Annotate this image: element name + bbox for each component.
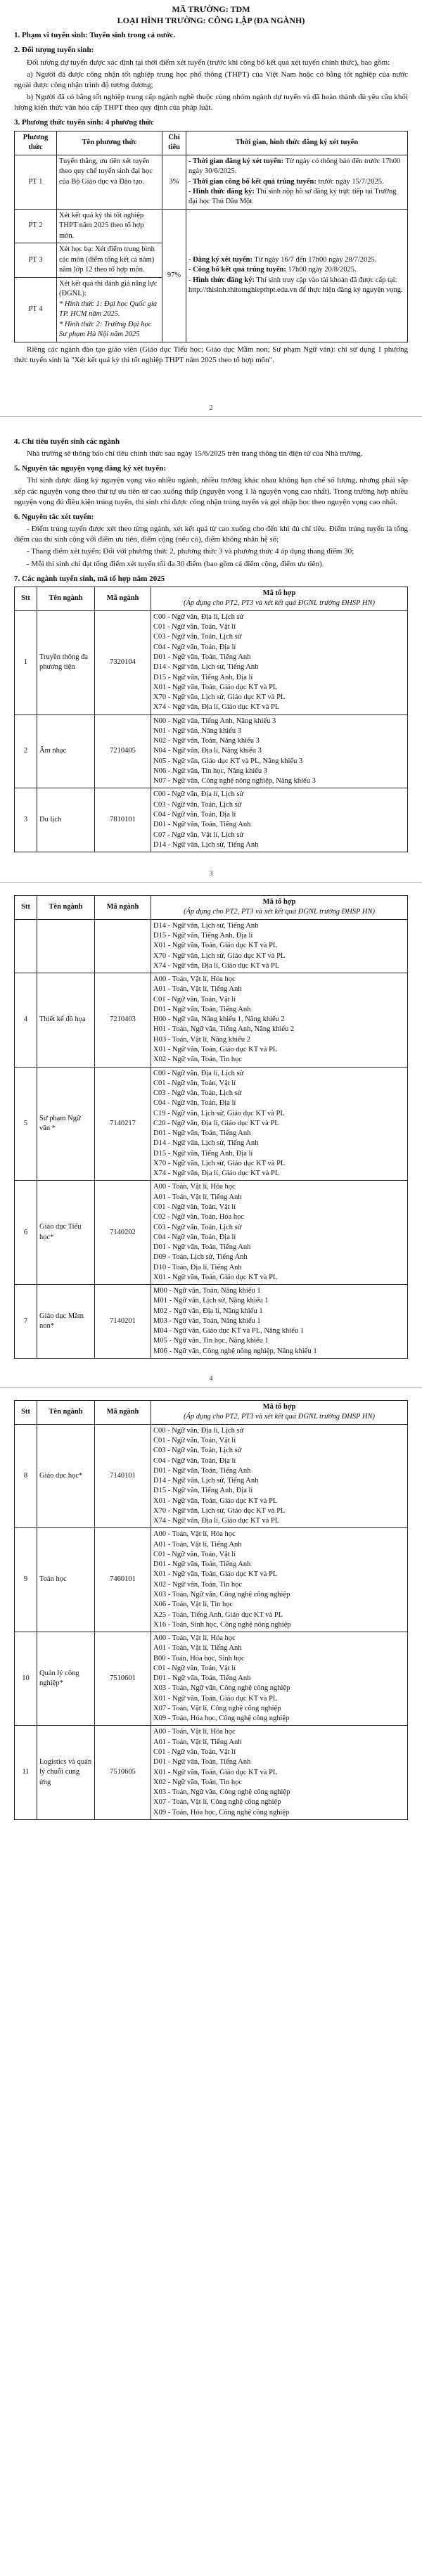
combo-item: C07 - Ngữ văn, Vật lí, Lịch sử <box>153 831 244 839</box>
th-major-name: Tên ngành <box>37 895 95 919</box>
combo-item: D01 - Ngữ văn, Toán, Tiếng Anh <box>153 1129 251 1138</box>
time-line: - Hình thức đăng ký: Thí sinh truy cập vào tài khoản đã được cấp tại: http://thisinh.thitotnghiepthpt.edu.vn để thực hiện đăng ký nguyện vọng. <box>188 276 403 295</box>
combo-item: X70 - Ngữ văn, Lịch sử, Giáo dục KT và PL <box>153 1159 286 1167</box>
table-row <box>15 919 408 973</box>
section-scope: 1. Phạm vi tuyển sinh: Tuyển sinh trong cả nước. <box>14 31 176 40</box>
major-code: 7460101 <box>95 1528 151 1632</box>
school-type: LOẠI HÌNH TRƯỜNG: CÔNG LẬP (ĐA NGÀNH) <box>117 15 305 25</box>
combo-item: C00 - Ngữ văn, Địa lí, Lịch sử <box>153 1069 244 1077</box>
combo-item: X09 - Toán, Hóa học, Công nghệ công nghiệp <box>153 1808 290 1816</box>
method-name: Xét kết quả thi đánh giá năng lực (ĐGNL): * Hình thức 1: Đại học Quốc gia TP. HCM năm 2025. * Hình thức 2: Trường Đại học Sư phạm Hà Nội năm 2025 <box>57 277 162 342</box>
combo-item: C01 - Ngữ văn, Toán, Vật lí <box>153 995 236 1004</box>
major-name: Giáo dục Tiểu học* <box>37 1181 95 1285</box>
combo-item: D01 - Ngữ văn, Toán, Tiếng Anh <box>153 1561 251 1569</box>
combo-item: D01 - Ngữ văn, Toán, Tiếng Anh <box>153 1466 251 1475</box>
th-major-code: Mã ngành <box>95 1400 151 1424</box>
combo-item: N07 - Ngữ văn, Công nghệ nông nghiệp, Năng khiếu 3 <box>153 777 316 786</box>
combo-item: A01 - Toán, Vật lí, Tiếng Anh <box>153 1193 242 1201</box>
combo-item: D01 - Ngữ văn, Toán, Tiếng Anh <box>153 1674 251 1683</box>
combo-item: D01 - Ngữ văn, Toán, Tiếng Anh <box>153 1005 251 1013</box>
major-stt: 7 <box>15 1285 37 1359</box>
major-code: 7140217 <box>95 1067 151 1181</box>
time-line: - Công bố kết quả trúng tuyển: 17h00 ngày 20/8/2025. <box>188 266 357 274</box>
major-name: Quản lý công nghiệp* <box>37 1632 95 1726</box>
table-row <box>15 1528 408 1632</box>
major-stt: 1 <box>15 610 37 715</box>
table-row <box>15 1181 408 1285</box>
table-row <box>15 973 408 1067</box>
table-row <box>15 610 408 715</box>
major-combos <box>151 1726 408 1819</box>
combo-item: C01 - Ngữ văn, Toán, Vật lí <box>153 1748 236 1756</box>
combo-item: C01 - Ngữ văn, Toán, Vật lí <box>153 1437 236 1444</box>
section-principles: 6. Nguyên tắc xét tuyển: <box>14 512 94 521</box>
combo-item: M06 - Ngữ văn, Công nghệ nông nghiệp, Năng khiếu 1 <box>153 1347 317 1355</box>
method-code: PT 3 <box>15 243 57 277</box>
combo-item: X74 - Ngữ văn, Địa lí, Giáo dục KT và PL <box>153 1517 280 1525</box>
major-code: 7140202 <box>95 1181 151 1285</box>
method-time <box>186 209 408 342</box>
combo-item: X01 - Ngữ văn, Toán, Giáo dục KT và PL <box>153 1046 278 1053</box>
combo-item: D01 - Ngữ văn, Toán, Tiếng Anh <box>153 821 251 829</box>
major-stt <box>15 919 37 973</box>
combo-item: D14 - Ngữ văn, Lịch sử, Tiếng Anh <box>153 840 259 849</box>
major-name: Toán học <box>37 1528 95 1632</box>
combo-item: X16 - Toán, Sinh học, Công nghệ nông nghiệp <box>153 1620 291 1629</box>
combo-item: X01 - Ngữ văn, Toán, Giáo dục KT và PL <box>153 942 278 950</box>
combo-item: X74 - Ngữ văn, Địa lí, Giáo dục KT và PL <box>153 1170 280 1178</box>
combo-item: D15 - Ngữ văn, Tiếng Anh, Địa lí <box>153 673 253 681</box>
combo-item: X03 - Toán, Ngữ văn, Công nghệ công nghiệp <box>153 1788 290 1797</box>
th-time: Thời gian, hình thức đăng ký xét tuyển <box>186 131 408 155</box>
method-name: Xét học bạ: Xét điểm trung bình các môn (điểm tổng kết cả năm) năm lớp 12 theo tổ hợp môn. <box>57 243 162 277</box>
combo-item: X09 - Toán, Hóa học, Công nghệ công nghiệp <box>153 1715 290 1723</box>
major-name: Giáo dục học* <box>37 1424 95 1528</box>
principle-1: - Điểm trúng tuyển được xét theo từng ngành, xét kết quả từ cao xuống cho đến khi đủ chỉ tiêu. Điểm trúng tuyển là tổng điểm của thí sinh cộng với điểm ưu tiên, điểm cộng (nếu có), điểm không nhân hệ số; <box>14 525 408 544</box>
combo-item: X01 - Ngữ văn, Toán, Giáo dục KT và PL <box>153 1497 278 1505</box>
combo-item: A00 - Toán, Vật lí, Hóa học <box>153 1183 236 1191</box>
combo-item: X03 - Toán, Ngữ văn, Công nghệ công nghiệp <box>153 1684 290 1693</box>
th-stt: Stt <box>15 587 37 610</box>
th-method: Phương thức <box>15 131 57 155</box>
combo-item: C03 - Ngữ văn, Toán, Lịch sử <box>153 1089 242 1098</box>
combo-item: H00 - Ngữ văn, Năng khiếu 1, Năng khiếu 2 <box>153 1015 285 1024</box>
major-stt: 6 <box>15 1181 37 1285</box>
combo-item: C01 - Ngữ văn, Toán, Vật lí <box>153 1079 236 1087</box>
combo-item: N01 - Ngữ văn, Năng khiếu 3 <box>153 726 241 735</box>
combo-item: C04 - Ngữ văn, Toán, Địa lí <box>153 1456 236 1465</box>
combo-item: B00 - Toán, Hóa học, Sinh học <box>153 1654 245 1662</box>
section-eligibility: 2. Đối tượng tuyển sinh: <box>14 46 94 55</box>
major-code: 7510605 <box>95 1726 151 1819</box>
th-major-name: Tên ngành <box>37 1400 95 1424</box>
combo-item: C20 - Ngữ văn, Địa lí, Giáo dục KT và PL <box>153 1119 279 1127</box>
major-code: 7320104 <box>95 610 151 715</box>
combo-item: D01 - Ngữ văn, Toán, Tiếng Anh <box>153 1758 251 1767</box>
wishes-text: Thí sinh được đăng ký nguyện vọng vào nhiều ngành, nhiều trường khác nhau không hạn chế số lượng, nhưng phải sắp xếp các nguyện vọng theo thứ tự ưu tiên từ cao xuống thấp (nguyện vọng 1 là nguyện vọng cao nhất). Trong trường hợp nhiều nguyện vọng đủ điều kiện trúng tuyển, thí sinh chỉ được công nhận trúng tuyển và gọi nhập học theo nguyện vọng cao nhất. <box>14 476 408 506</box>
combo-item: D15 - Ngữ văn, Tiếng Anh, Địa lí <box>153 932 253 940</box>
combo-item: C04 - Ngữ văn, Toán, Địa lí <box>153 643 236 651</box>
major-combos <box>151 1181 408 1285</box>
combo-item: D15 - Ngữ văn, Tiếng Anh, Địa lí <box>153 1487 253 1495</box>
major-name: Sư phạm Ngữ văn * <box>37 1067 95 1181</box>
combo-item: M00 - Ngữ văn, Toán, Năng khiếu 1 <box>153 1287 261 1295</box>
combo-item: X70 - Ngữ văn, Lịch sử, Giáo dục KT và PL <box>153 693 286 702</box>
eligibility-text: Đối tượng dự tuyển được xác định tại thời điểm xét tuyển (trước khi công bố kết quả xét tuyển chính thức), bao gồm: <box>27 58 390 67</box>
time-line: - Thời gian đăng ký xét tuyển: Từ ngày có thông báo đến trước 17h00 ngày 30/6/2025. <box>188 157 401 176</box>
combo-item: X07 - Toán, Vật lí, Công nghệ công nghiệp <box>153 1798 281 1807</box>
table-row <box>15 1067 408 1181</box>
combo-item: C04 - Ngữ văn, Toán, Địa lí <box>153 1233 236 1241</box>
method-code: PT 4 <box>15 277 57 342</box>
combo-item: X01 - Ngữ văn, Toán, Giáo dục KT và PL <box>153 1694 278 1703</box>
combo-item: C00 - Ngữ văn, Địa lí, Lịch sử <box>153 613 244 621</box>
major-code: 7210403 <box>95 973 151 1067</box>
th-stt: Stt <box>15 1400 37 1424</box>
majors-table-1 <box>14 587 408 852</box>
combo-item: X01 - Ngữ văn, Toán, Giáo dục KT và PL <box>153 1273 278 1281</box>
eligibility-a: a) Người đã được công nhận tốt nghiệp trung học phổ thông (THPT) của Việt Nam hoặc có bằng tốt nghiệp của nước ngoài được công nhận trình độ tương đương; <box>14 70 408 89</box>
th-combo: Mã tổ hợp (Áp dụng cho PT2, PT3 và xét kết quả ĐGNL trường ĐHSP HN) <box>151 587 408 610</box>
combo-item: C00 - Ngữ văn, Địa lí, Lịch sử <box>153 1426 244 1435</box>
table-row <box>15 715 408 788</box>
combo-item: M03 - Ngữ văn, Toán, Năng khiếu 1 <box>153 1316 261 1325</box>
major-code: 7510601 <box>95 1632 151 1726</box>
major-stt: 3 <box>15 788 37 852</box>
method-time <box>186 155 408 209</box>
major-stt: 4 <box>15 973 37 1067</box>
th-method-name: Tên phương thức <box>57 131 162 155</box>
school-code: MÃ TRƯỜNG: TDM <box>172 4 250 14</box>
major-name: Truyền thông đa phương tiện <box>37 610 95 715</box>
major-name: Giáo dục Mầm non* <box>37 1285 95 1359</box>
combo-item: A01 - Toán, Vật lí, Tiếng Anh <box>153 1738 242 1746</box>
major-code: 7140101 <box>95 1424 151 1528</box>
combo-item: D15 - Ngữ văn, Tiếng Anh, Địa lí <box>153 1149 253 1158</box>
combo-item: M01 - Ngữ văn, Lịch sử, Năng khiếu 1 <box>153 1297 269 1305</box>
combo-item: C03 - Ngữ văn, Toán, Lịch sử <box>153 633 242 641</box>
combo-item: M02 - Ngữ văn, Địa lí, Năng khiếu 1 <box>153 1307 263 1315</box>
combo-item: N06 - Ngữ văn, Tin học, Năng khiếu 3 <box>153 767 268 775</box>
table-row <box>15 155 408 209</box>
section-methods: 3. Phương thức tuyển sinh: 4 phương thức <box>14 118 154 127</box>
combo-item: D01 - Ngữ văn, Toán, Tiếng Anh <box>153 653 251 661</box>
combo-item: X01 - Ngữ văn, Toán, Giáo dục KT và PL <box>153 683 278 691</box>
section-majors: 7. Các ngành tuyển sinh, mã tổ hợp năm 2025 <box>14 574 165 583</box>
table-row <box>15 1632 408 1726</box>
combo-item: D14 - Ngữ văn, Lịch sử, Tiếng Anh <box>153 1477 259 1485</box>
major-combos <box>151 1424 408 1528</box>
time-line: - Đăng ký xét tuyển: Từ ngày 16/7 đến 17h00 ngày 28/7/2025. <box>188 255 377 264</box>
time-line: - Thời gian công bố kết quả trúng tuyển: trước ngày 15/7/2025. <box>188 177 384 186</box>
majors-table-2 <box>14 895 408 1359</box>
major-stt: 5 <box>15 1067 37 1181</box>
combo-item: C03 - Ngữ văn, Toán, Lịch sử <box>153 800 242 809</box>
method-code: PT 1 <box>15 155 57 209</box>
method-quota: 3% <box>162 155 186 209</box>
major-stt: 8 <box>15 1424 37 1528</box>
methods-table <box>14 131 408 342</box>
combo-item: C03 - Ngữ văn, Toán, Lịch sử <box>153 1223 242 1231</box>
combo-item: X25 - Toán, Tiếng Anh, Giáo dục KT và PL <box>153 1610 283 1619</box>
combo-item: C02 - Ngữ văn, Toán, Hóa học <box>153 1213 244 1222</box>
combo-item: N02 - Ngữ văn, Toán, Năng khiếu 3 <box>153 737 260 745</box>
th-major-name: Tên ngành <box>37 587 95 610</box>
table-row <box>15 788 408 852</box>
major-stt: 10 <box>15 1632 37 1726</box>
combo-item: C03 - Ngữ văn, Toán, Lịch sử <box>153 1447 242 1455</box>
combo-item: D01 - Ngữ văn, Toán, Tiếng Anh <box>153 1243 251 1252</box>
major-combos <box>151 1285 408 1359</box>
teacher-note: Riêng các ngành đào tạo giáo viên (Giáo dục Tiểu học; Giáo dục Mầm non; Sư phạm Ngữ văn): chỉ sử dụng 1 phương thức tuyển sinh là "Xét kết quả kỳ thi tốt nghiệp THPT năm 2025 theo tổ hợp môn". <box>14 345 408 364</box>
major-combos <box>151 610 408 715</box>
combo-item: A00 - Toán, Vật lí, Hóa học <box>153 975 236 984</box>
combo-item: C04 - Ngữ văn, Toán, Địa lí <box>153 810 236 819</box>
eligibility-b: b) Người đã có bằng tốt nghiệp trung cấp ngành nghề thuộc cùng nhóm ngành dự tuyển và đã hoàn thành đủ yêu cầu khối lượng kiến thức văn hóa cấp THPT theo quy định của pháp luật. <box>14 93 408 113</box>
combo-item: X03 - Toán, Ngữ văn, Công nghệ công nghiệp <box>153 1590 290 1598</box>
major-stt: 11 <box>15 1726 37 1819</box>
major-name: Âm nhạc <box>37 715 95 788</box>
combo-item: A01 - Toán, Vật lí, Tiếng Anh <box>153 1644 242 1653</box>
quota-text: Nhà trường sẽ thông báo chỉ tiêu chính thức sau ngày 15/6/2025 trên trang thông tin điện tử của Nhà trường. <box>27 449 363 459</box>
combo-item: D14 - Ngữ văn, Lịch sử, Tiếng Anh <box>153 663 259 672</box>
major-code: 7810101 <box>95 788 151 852</box>
combo-item: D14 - Ngữ văn, Lịch sử, Tiếng Anh <box>153 1139 259 1148</box>
major-combos <box>151 919 408 973</box>
combo-item: X06 - Toán, Vật lí, Tin học <box>153 1601 234 1609</box>
major-code: 7210405 <box>95 715 151 788</box>
combo-item: X07 - Toán, Vật lí, Công nghệ công nghiệp <box>153 1704 281 1712</box>
combo-item: H03 - Toán, Vật lí, Năng khiếu 2 <box>153 1035 250 1044</box>
th-combo: Mã tổ hợp (Áp dụng cho PT2, PT3 và xét kết quả ĐGNL trường ĐHSP HN) <box>151 1400 408 1424</box>
table-row <box>15 1726 408 1819</box>
major-name: Du lịch <box>37 788 95 852</box>
combo-item: A01 - Toán, Vật lí, Tiếng Anh <box>153 985 242 994</box>
combo-item: N05 - Ngữ văn, Giáo dục KT và PL, Năng khiếu 3 <box>153 757 303 765</box>
time-line: - Hình thức đăng ký: Thí sinh nộp hồ sơ đăng ký trực tiếp tại Trường đại học Thủ Dầu Một. <box>188 187 397 206</box>
page-number: 4 <box>209 1374 213 1383</box>
major-stt: 9 <box>15 1528 37 1632</box>
major-combos <box>151 1528 408 1632</box>
th-quota: Chỉ tiêu <box>162 131 186 155</box>
combo-item: C01 - Ngữ văn, Toán, Vật lí <box>153 1550 236 1558</box>
major-name: Thiết kế đồ họa <box>37 973 95 1067</box>
combo-item: X01 - Ngữ văn, Toán, Giáo dục KT và PL <box>153 1768 278 1776</box>
combo-item: X02 - Ngữ văn, Toán, Tin học <box>153 1056 243 1064</box>
combo-item: X74 - Ngữ văn, Địa lí, Giáo dục KT và PL <box>153 961 280 970</box>
combo-item: C01 - Ngữ văn, Toán, Vật lí <box>153 1203 236 1211</box>
combo-item: A00 - Toán, Vật lí, Hóa học <box>153 1728 236 1736</box>
combo-item: C00 - Ngữ văn, Địa lí, Lịch sử <box>153 790 244 799</box>
method-name: Xét kết quả kỳ thi tốt nghiệp THPT năm 2025 theo tổ hợp môn. <box>57 209 162 243</box>
th-major-code: Mã ngành <box>95 587 151 610</box>
combo-item: A00 - Toán, Vật lí, Hóa học <box>153 1634 236 1643</box>
combo-item: D09 - Toán, Lịch sử, Tiếng Anh <box>153 1253 248 1262</box>
combo-item: C04 - Ngữ văn, Toán, Địa lí <box>153 1099 236 1108</box>
combo-item: H01 - Toán, Ngữ văn, Tiếng Anh, Năng khiếu 2 <box>153 1025 295 1034</box>
combo-item: X70 - Ngữ văn, Lịch sử, Giáo dục KT và PL <box>153 1506 286 1515</box>
combo-item: D14 - Ngữ văn, Lịch sử, Tiếng Anh <box>153 921 259 930</box>
major-code <box>95 919 151 973</box>
th-combo: Mã tổ hợp (Áp dụng cho PT2, PT3 và xét kết quả ĐGNL trường ĐHSP HN) <box>151 895 408 919</box>
table-row <box>15 1285 408 1359</box>
combo-item: A00 - Toán, Vật lí, Hóa học <box>153 1530 236 1539</box>
section-wishes: 5. Nguyên tắc nguyện vọng đăng ký xét tuyển: <box>14 464 167 473</box>
th-major-code: Mã ngành <box>95 895 151 919</box>
majors-table-3 <box>14 1400 408 1820</box>
major-combos <box>151 973 408 1067</box>
combo-item: M05 - Ngữ văn, Tin học, Năng khiếu 1 <box>153 1337 269 1345</box>
major-code: 7140201 <box>95 1285 151 1359</box>
combo-item: M04 - Ngữ văn, Giáo dục KT và PL, Năng khiếu 1 <box>153 1327 305 1335</box>
method-code: PT 2 <box>15 209 57 243</box>
major-combos <box>151 1632 408 1726</box>
combo-item: C01 - Ngữ văn, Toán, Vật lí <box>153 623 236 632</box>
table-row <box>15 209 408 243</box>
page-number: 3 <box>209 870 213 878</box>
major-name <box>37 919 95 973</box>
combo-item: N00 - Ngữ văn, Tiếng Anh, Năng khiếu 3 <box>153 717 276 725</box>
section-quota: 4. Chỉ tiêu tuyển sinh các ngành <box>14 437 120 446</box>
table-row <box>15 1424 408 1528</box>
combo-item: C19 - Ngữ văn, Lịch sử, Giáo dục KT và PL <box>153 1109 285 1117</box>
combo-item: X70 - Ngữ văn, Lịch sử, Giáo dục KT và PL <box>153 951 286 960</box>
method-quota: 97% <box>162 209 186 342</box>
major-combos <box>151 788 408 852</box>
combo-item: D10 - Toán, Địa lí, Tiếng Anh <box>153 1263 242 1271</box>
major-combos <box>151 1067 408 1181</box>
combo-item: X02 - Ngữ văn, Toán, Tin học <box>153 1778 243 1786</box>
method-name: Tuyển thẳng, ưu tiên xét tuyển theo quy chế tuyển sinh đại học của Bộ Giáo dục và Đào tạo. <box>57 155 162 209</box>
page-number: 2 <box>209 404 213 413</box>
major-name: Logistics và quản lý chuỗi cung ứng <box>37 1726 95 1819</box>
combo-item: X74 - Ngữ văn, Địa lí, Giáo dục KT và PL <box>153 703 280 712</box>
major-stt: 2 <box>15 715 37 788</box>
combo-item: A01 - Toán, Vật lí, Tiếng Anh <box>153 1540 242 1549</box>
combo-item: N04 - Ngữ văn, Địa lí, Năng khiếu 3 <box>153 747 262 755</box>
combo-item: X01 - Ngữ văn, Toán, Giáo dục KT và PL <box>153 1570 278 1579</box>
principle-2: - Thang điểm xét tuyển: Đối với phương thức 2, phương thức 3 và phương thức 4 áp dụng thang điểm 30; <box>27 547 354 556</box>
th-stt: Stt <box>15 895 37 919</box>
combo-item: C01 - Ngữ văn, Toán, Vật lí <box>153 1664 236 1672</box>
major-combos <box>151 715 408 788</box>
combo-item: X02 - Ngữ văn, Toán, Tin học <box>153 1580 243 1589</box>
principle-3: - Mỗi thí sinh chỉ đạt tổng điểm xét tuyển tối đa 30 điểm (bao gồm cả điểm cộng, điểm ưu tiên). <box>27 559 324 568</box>
